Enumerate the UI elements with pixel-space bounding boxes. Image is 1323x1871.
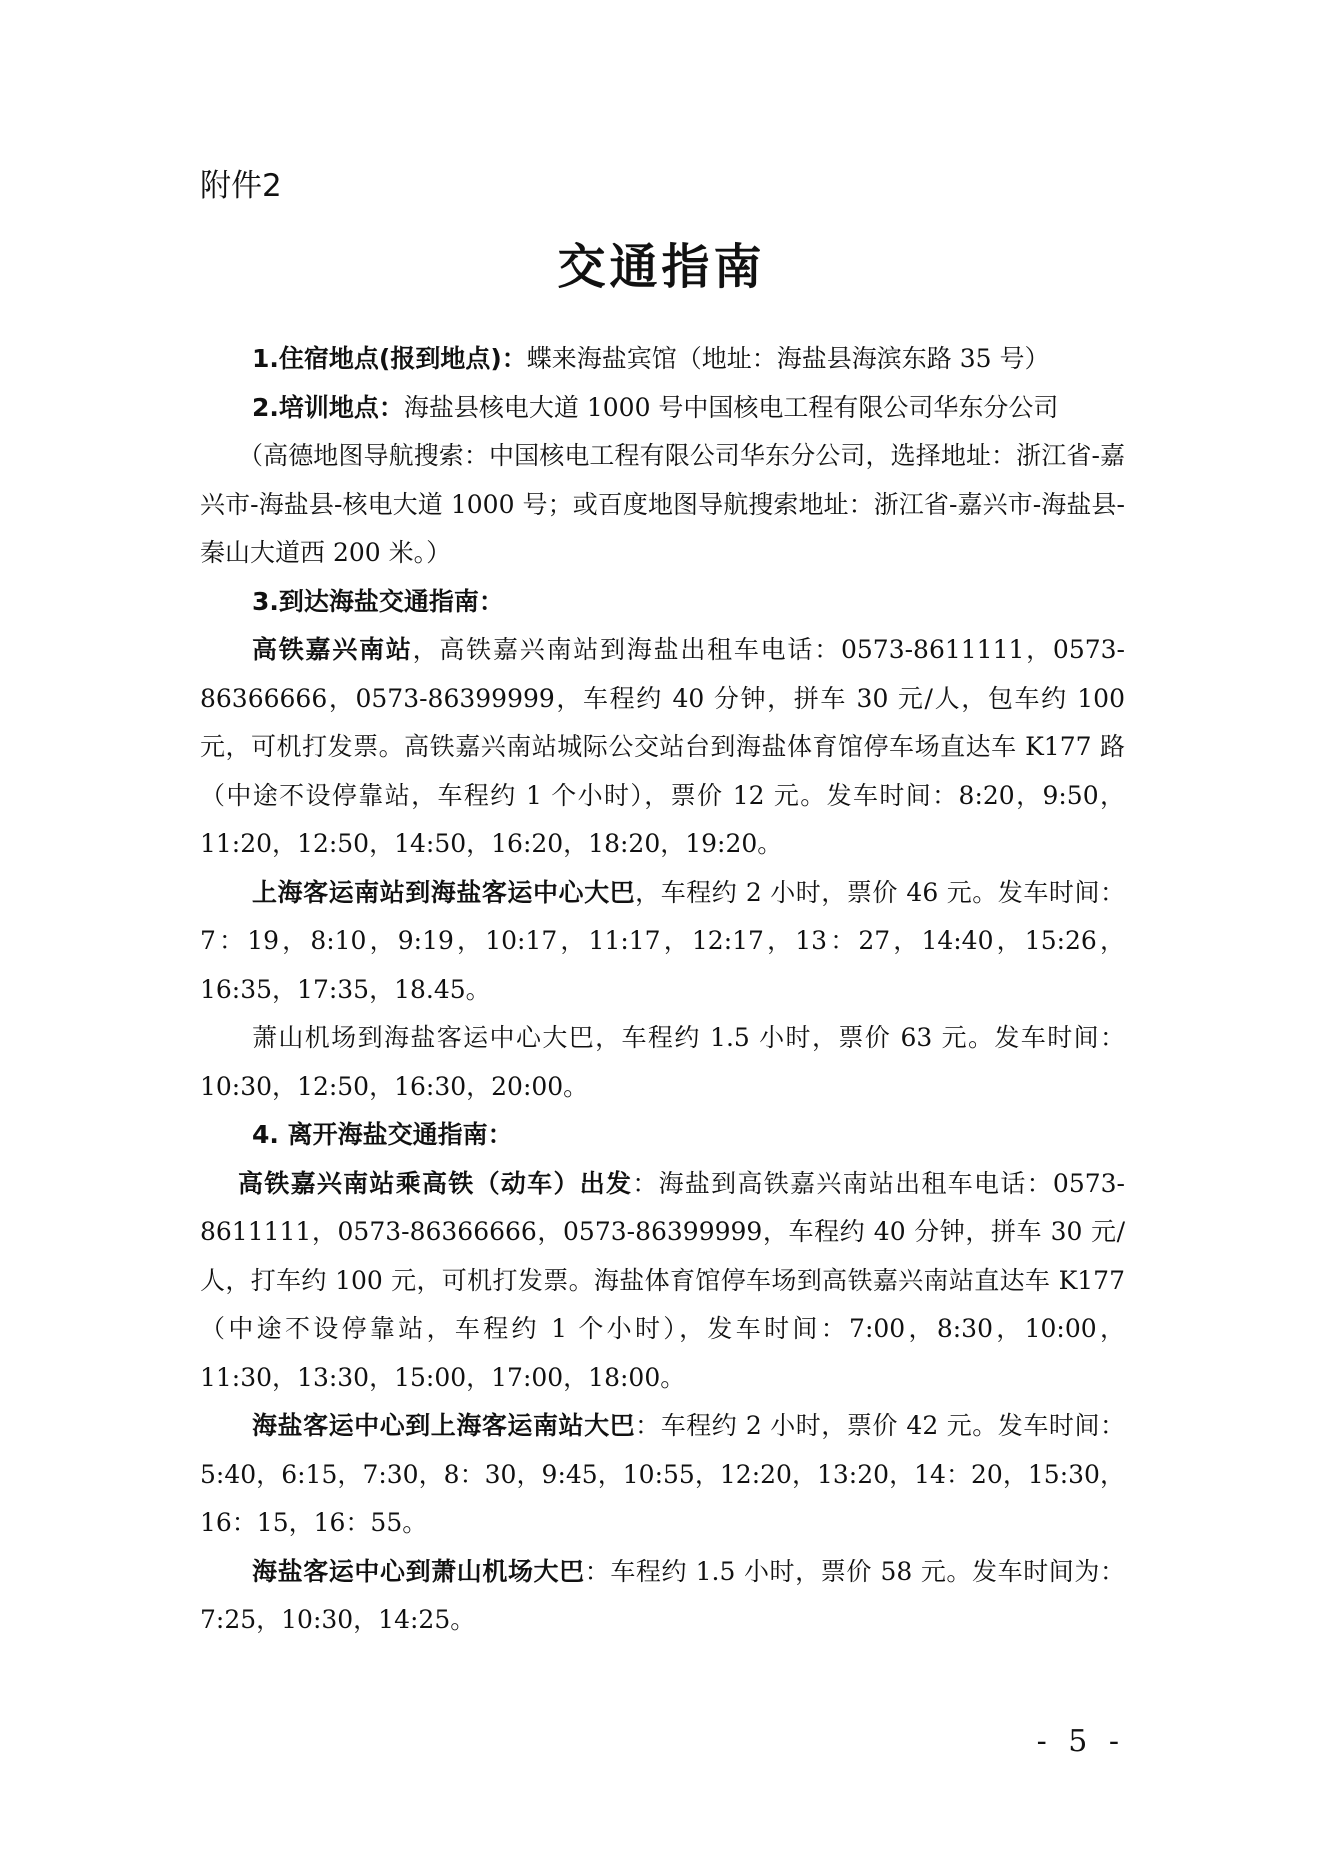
- page-number: - 5 -: [1036, 1724, 1125, 1759]
- paragraph-text: 萧山机场到海盐客运中心大巴，车程约 1.5 小时，票价 63 元。发车时间：10:30，12:50，16:30，20:00。: [200, 1023, 1125, 1101]
- paragraph-text: （高德地图导航搜索：中国核电工程有限公司华东分公司，选择地址：浙江省-嘉兴市-海盐县-核电大道 1000 号；或百度地图导航搜索地址：浙江省-嘉兴市-海盐县-秦山大道西 200 米。）: [200, 441, 1125, 567]
- paragraph-xiaoshan-bus: [200, 1014, 1125, 1111]
- attachment-label: 附件2: [200, 168, 282, 204]
- paragraph-training-location: [200, 384, 1125, 433]
- paragraph-heading: 上海客运南站到海盐客运中心大巴: [252, 877, 636, 907]
- paragraph-heading: 3.到达海盐交通指南：: [252, 586, 504, 616]
- paragraph-heading: 4. 离开海盐交通指南：: [252, 1120, 513, 1149]
- paragraph-shanghai-bus: [200, 869, 1125, 1015]
- paragraph-depart-jiaxing-south: [200, 1160, 1125, 1403]
- paragraph-jiaxing-south: [200, 626, 1125, 869]
- paragraph-lodging: [200, 335, 1125, 384]
- paragraph-text: ：海盐到高铁嘉兴南站出租车电话：0573-8611111，0573-86366666，0573-86399999，车程约 40 分钟，拼车 30 元/人，打车约 100 元，可机打发票。海盐体育馆停车场到高铁嘉兴南站直达车 K177（中途不设停靠站，车程约 1 个小时），发车时间：7:00，8:30，10:00，11:30，13:30，15:00，17:00，18:00。: [200, 1168, 1125, 1392]
- paragraph-text: ，车程约 2 小时，票价 46 元。发车时间：7：19，8:10，9:19，10:17，11:17，12:17，13：27，14:40，15:26，16:35，17:35，18.45。: [200, 877, 1125, 1004]
- paragraph-text: ：车程约 1.5 小时，票价 58 元。发车时间为：7:25，10:30，14:25。: [200, 1556, 1125, 1634]
- document-body: [200, 335, 1125, 1645]
- paragraph-depart-shanghai-bus: [200, 1402, 1125, 1548]
- paragraph-arrival-heading: [200, 578, 1125, 627]
- paragraph-departure-heading: [200, 1111, 1125, 1160]
- paragraph-heading: 高铁嘉兴南站: [252, 635, 413, 664]
- paragraph-heading: 1.住宿地点(报到地点)：: [252, 344, 527, 373]
- paragraph-text: ，高铁嘉兴南站到海盐出租车电话：0573-8611111，0573-86366666，0573-86399999，车程约 40 分钟，拼车 30 元/人，包车约 100 元，可机打发票。高铁嘉兴南站城际公交站台到海盐体育馆停车场直达车 K177 路（中途不设停靠站，车程约 1 个小时），票价 12 元。发车时间：8:20，9:50，11:20，12:50，14:50，16:20，18:20，19:20。: [200, 635, 1125, 858]
- paragraph-heading: 海盐客运中心到上海客运南站大巴: [252, 1411, 636, 1440]
- paragraph-heading: 2.培训地点：: [252, 392, 404, 422]
- paragraph-text: ：车程约 2 小时，票价 42 元。发车时间：5:40，6:15，7:30，8：30，9:45，10:55，12:20，13:20，14：20，15:30，16：15，16：55。: [200, 1411, 1125, 1537]
- paragraph-text: 海盐县核电大道 1000 号中国核电工程有限公司华东分公司: [403, 392, 1059, 422]
- paragraph-heading: 海盐客运中心到萧山机场大巴: [252, 1556, 585, 1586]
- paragraph-heading: 高铁嘉兴南站乘高铁（动车）出发: [238, 1168, 633, 1198]
- paragraph-text: 蝶来海盐宾馆（地址：海盐县海滨东路 35 号）: [526, 344, 1050, 373]
- paragraph-navigation-note: [200, 432, 1125, 578]
- page-title: 交通指南: [557, 239, 766, 295]
- paragraph-depart-xiaoshan-bus: [200, 1548, 1125, 1645]
